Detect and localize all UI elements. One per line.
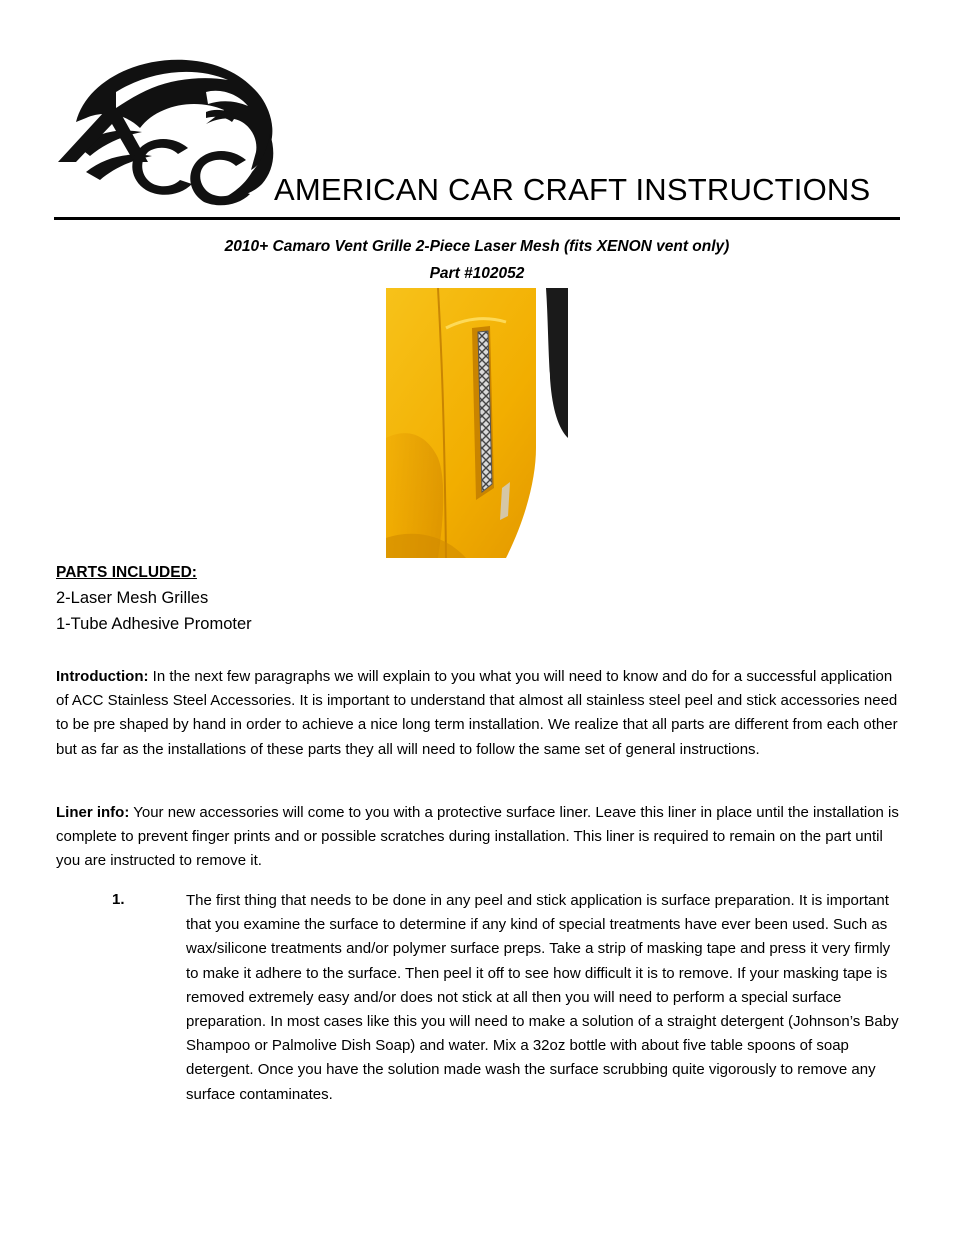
introduction-text: In the next few paragraphs we will explain to you what you will need to know and do for a successful application of ACC Stainless Steel Accessories. It is important to understand that almost all stainless steel peel and stick accessories need to be pre shaped by hand in order to achieve a nice long term installation. We realize that all parts are different from each other but as far as the installations of these parts they all will need to follow the same set of general instructions.: [56, 668, 898, 758]
document-title: AMERICAN CAR CRAFT INSTRUCTIONS: [274, 172, 871, 207]
part-number: Part #102052: [429, 265, 525, 282]
step-text: The first thing that needs to be done in any peel and stick application is surface preparation. It is important that you examine the surface to determine if any kind of special treatments have ever been used. Such as wax/silicone treatments and/or polymer surface preps. Take a strip of masking tape and press it very firmly to make it adhere to the surface. Then peel it off to see how difficult it is to remove. If your masking tape is removed extremely easy and/or does not stick at all then you will need to perform a special surface preparation. In most cases like this you will need to make a solution of a straight detergent (Johnson’s Baby Shampoo or Palmolive Dish Soap) and water. Mix a 32oz bottle with about five table spoons of soap detergent. Once you have the solution made wash the surface scrubbing quite vigorously to remove any surface contaminates.: [186, 892, 899, 1103]
introduction-paragraph: [56, 665, 902, 762]
header-divider: [54, 217, 900, 220]
parts-included-heading: PARTS INCLUDED:: [56, 564, 197, 581]
acc-eagle-logo: [56, 52, 280, 206]
parts-item: 1-Tube Adhesive Promoter: [56, 615, 252, 633]
camaro-vent-photo-icon: [386, 288, 568, 558]
parts-item: 2-Laser Mesh Grilles: [56, 589, 209, 607]
liner-info-paragraph: [56, 801, 902, 874]
liner-info-text: Your new accessories will come to you with a protective surface liner. Leave this liner in place until the installation is complete to prevent finger prints and or possible scratches during installation. This liner is required to remain on the part until you are instructed to remove it.: [56, 804, 899, 870]
camaro-vent-photo: [386, 288, 568, 558]
product-title: 2010+ Camaro Vent Grille 2-Piece Laser Mesh (fits XENON vent only): [224, 238, 730, 255]
introduction-label: Introduction:: [56, 668, 149, 685]
step-number: 1.: [112, 891, 125, 908]
liner-info-label: Liner info:: [56, 804, 130, 821]
eagle-logo-icon: [56, 52, 280, 206]
